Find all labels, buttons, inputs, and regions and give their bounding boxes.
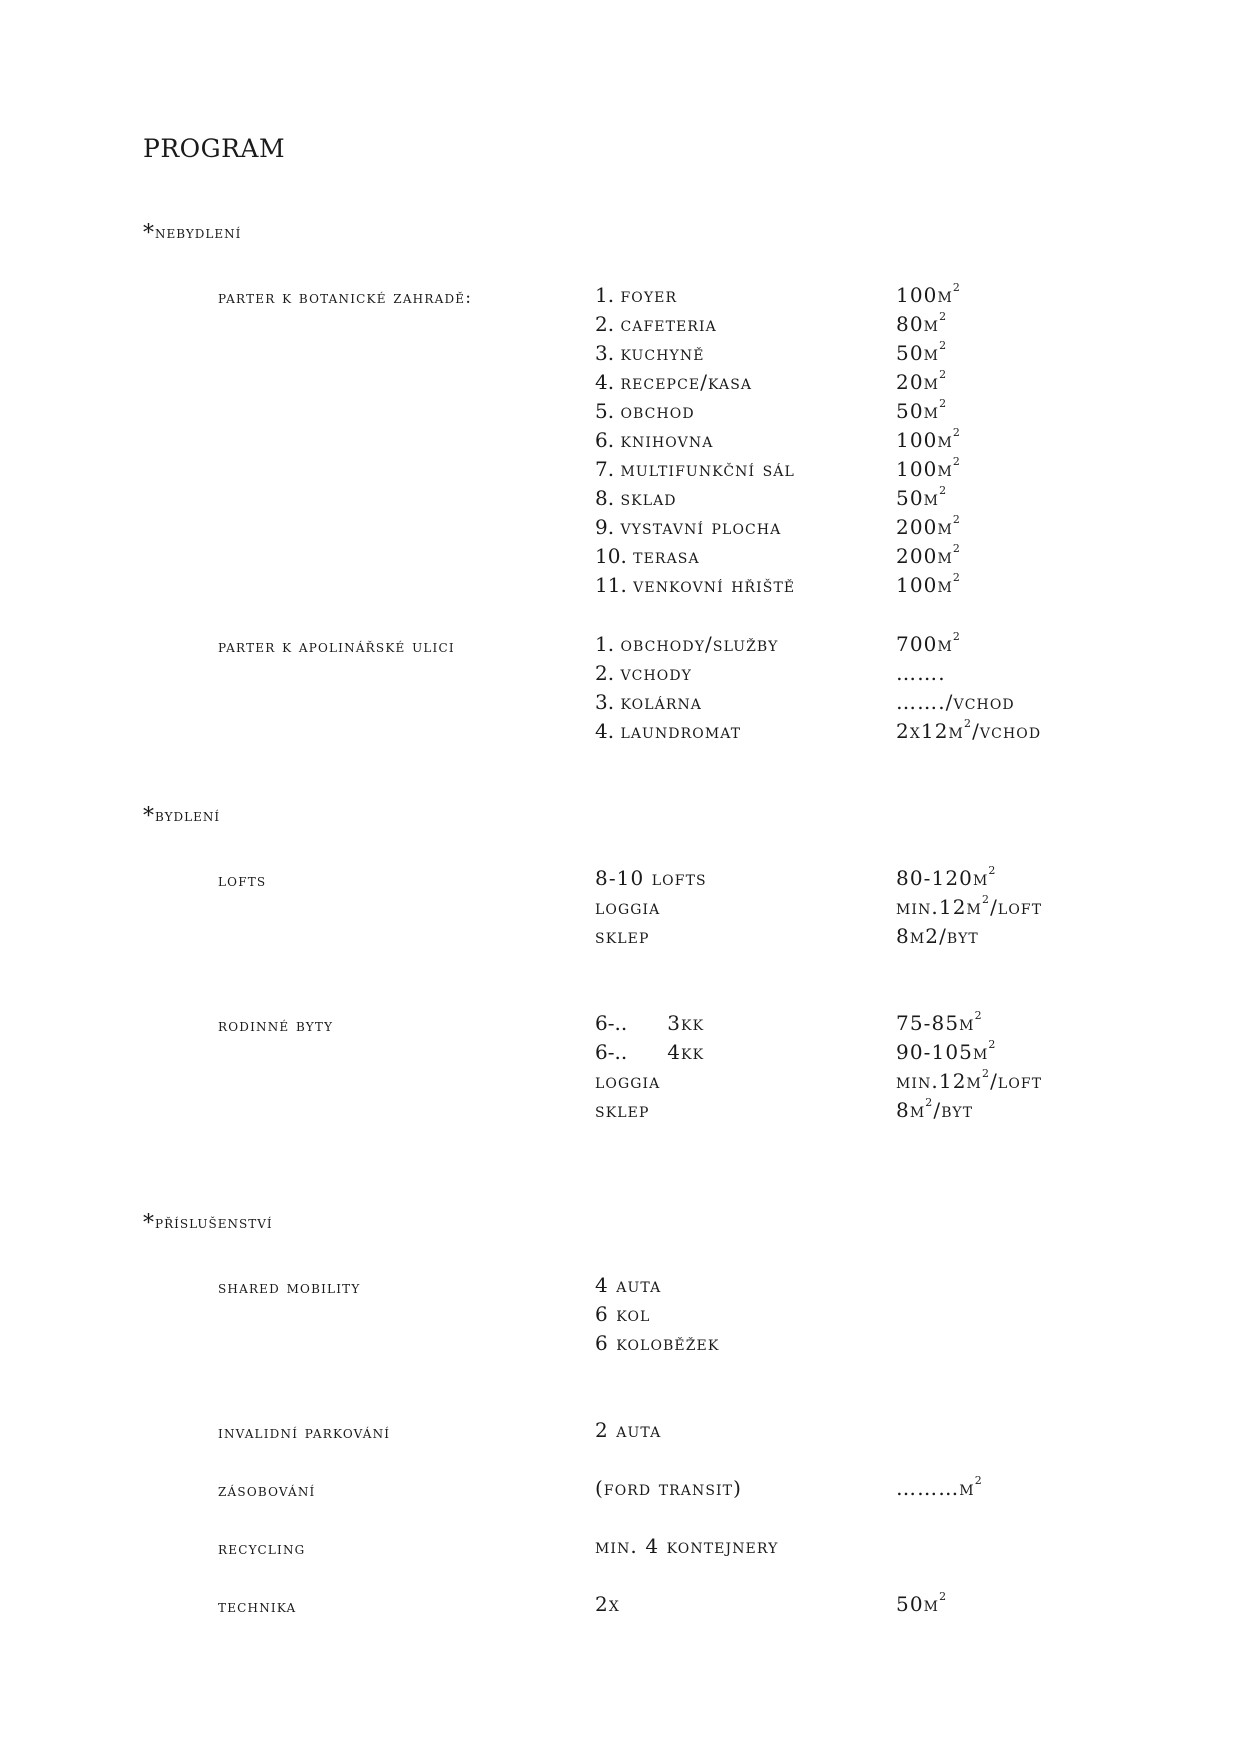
item-name xyxy=(595,1069,660,1093)
list-item xyxy=(0,1592,1240,1621)
item-label: 8-10 lofts xyxy=(595,866,707,890)
item-number: 11. xyxy=(595,573,627,597)
item-name: min. 4 kontejnery xyxy=(595,1534,779,1558)
list-item xyxy=(0,1302,1240,1331)
group-label-zasobovani: zásobování xyxy=(218,1481,316,1501)
item-label: knihovna xyxy=(620,428,714,452)
item-name xyxy=(595,312,717,336)
item-area: $200m^2$ xyxy=(896,513,962,539)
item-number: 1. xyxy=(595,283,615,307)
page-title: PROGRAM xyxy=(143,134,286,163)
list-item xyxy=(0,924,1240,953)
item-area: $100m^2$ xyxy=(896,281,962,307)
item-name xyxy=(595,690,702,714)
item-label: obchod xyxy=(620,399,695,423)
item-name xyxy=(595,1098,650,1122)
group-label-rodinne: rodinné byty xyxy=(218,1016,334,1036)
list-item xyxy=(0,1331,1240,1360)
item-label: 3kk xyxy=(667,1011,705,1035)
item-area: $20m^2$ xyxy=(896,368,948,394)
item-area: $75-85m^2$ xyxy=(896,1009,983,1035)
list-item xyxy=(0,1069,1240,1098)
item-name xyxy=(595,428,713,452)
item-label: multifunkční sál xyxy=(620,457,795,481)
item-number: 6-.. xyxy=(595,1011,628,1035)
item-name xyxy=(595,632,778,656)
item-label: sklad xyxy=(620,486,677,510)
group-label-mobility: shared mobility xyxy=(218,1278,361,1298)
item-name xyxy=(595,457,795,481)
list-item xyxy=(0,895,1240,924)
item-label: sklep xyxy=(595,1098,650,1122)
item-area: $80m^2$ xyxy=(896,310,948,336)
group-label-apolinarska: parter k apolinářské ulici xyxy=(218,637,455,657)
item-area: $100m^2$ xyxy=(896,571,962,597)
list-item xyxy=(0,399,1240,428)
list-item xyxy=(0,1011,1240,1040)
section-bydleni: *bydlení xyxy=(143,804,221,829)
item-number: 9. xyxy=(595,515,615,539)
item-name xyxy=(595,341,705,365)
item-area: ……./vchod xyxy=(896,690,1015,714)
item-name xyxy=(595,399,695,423)
list-item xyxy=(0,341,1240,370)
item-label: 4 auta xyxy=(595,1273,662,1297)
item-name xyxy=(595,719,741,743)
item-area: 8m2/byt xyxy=(896,924,979,948)
group-label-technika: technika xyxy=(218,1597,297,1617)
item-name: (ford transit) xyxy=(595,1476,743,1500)
item-area: $\min.12m^2$/loft xyxy=(896,893,1043,919)
item-number: 5. xyxy=(595,399,615,423)
list-item xyxy=(0,544,1240,573)
list-item xyxy=(0,370,1240,399)
item-name xyxy=(595,486,677,510)
item-area: $\dots\dots\dots m^2$ xyxy=(896,1474,983,1500)
list-item xyxy=(0,312,1240,341)
item-name: 2x xyxy=(595,1592,620,1616)
item-name xyxy=(595,1011,704,1035)
list-item xyxy=(0,1098,1240,1127)
list-item xyxy=(0,866,1240,895)
item-name xyxy=(595,661,692,685)
item-number: 6. xyxy=(595,428,615,452)
item-name xyxy=(595,895,660,919)
list-item xyxy=(0,457,1240,486)
item-name xyxy=(595,370,752,394)
item-area: $\min.12m^2$/loft xyxy=(896,1067,1043,1093)
item-label: kolárna xyxy=(620,690,703,714)
item-name xyxy=(595,515,781,539)
item-area: $50m^2$ xyxy=(896,339,948,365)
item-number: 2. xyxy=(595,312,615,336)
item-number: 10. xyxy=(595,544,627,568)
list-item xyxy=(0,1534,1240,1563)
item-label: sklep xyxy=(595,924,650,948)
list-item xyxy=(0,1273,1240,1302)
item-name xyxy=(595,544,700,568)
item-label: recepce/kasa xyxy=(620,370,753,394)
item-number: 3. xyxy=(595,690,615,714)
item-number: 8. xyxy=(595,486,615,510)
item-name xyxy=(595,1273,661,1297)
item-area: $8m^2$/byt xyxy=(896,1096,974,1122)
item-number: 3. xyxy=(595,341,615,365)
item-area: $200m^2$ xyxy=(896,542,962,568)
group-label-botanicka: parter k botanické zahradě: xyxy=(218,288,473,308)
item-number: 6-.. xyxy=(595,1040,628,1064)
item-label: venkovní hřiště xyxy=(633,573,796,597)
item-area: $90-105m^2$ xyxy=(896,1038,997,1064)
item-area: $700m^2$ xyxy=(896,630,962,656)
list-item xyxy=(0,632,1240,661)
item-label: laundromat xyxy=(620,719,742,743)
list-item xyxy=(0,515,1240,544)
item-label: cafeteria xyxy=(620,312,717,336)
group-label-recycling: recycling xyxy=(218,1539,306,1559)
list-item xyxy=(0,1476,1240,1505)
list-item xyxy=(0,1040,1240,1069)
item-area: $2x12m^2$/vchod xyxy=(896,717,1042,743)
list-item xyxy=(0,690,1240,719)
list-item xyxy=(0,283,1240,312)
item-number: 4. xyxy=(595,719,615,743)
item-name xyxy=(595,1302,650,1326)
item-label: vchody xyxy=(620,661,693,685)
section-nebydleni: *nebydlení xyxy=(143,221,242,246)
list-item xyxy=(0,661,1240,690)
item-label: loggia xyxy=(595,1069,661,1093)
item-area: $50m^2$ xyxy=(896,1590,948,1616)
item-label: 6 koloběžek xyxy=(595,1331,720,1355)
item-area: $80-120m^2$ xyxy=(896,864,997,890)
item-name xyxy=(595,924,650,948)
list-item xyxy=(0,573,1240,602)
item-area: $50m^2$ xyxy=(896,484,948,510)
list-item xyxy=(0,428,1240,457)
item-label: terasa xyxy=(633,544,700,568)
item-name xyxy=(595,573,795,597)
item-label: kuchyně xyxy=(620,341,705,365)
item-number: 4. xyxy=(595,370,615,394)
item-label: 4kk xyxy=(667,1040,705,1064)
item-number: 2. xyxy=(595,661,615,685)
list-item xyxy=(0,486,1240,515)
item-label: obchody/služby xyxy=(620,632,779,656)
item-label: vystavní plocha xyxy=(620,515,782,539)
item-number: 1. xyxy=(595,632,615,656)
list-item xyxy=(0,1418,1240,1447)
item-label: 6 kol xyxy=(595,1302,651,1326)
item-area: $100m^2$ xyxy=(896,426,962,452)
section-prislusenstvi: *příslušenství xyxy=(143,1211,273,1236)
item-area: $100m^2$ xyxy=(896,455,962,481)
item-name xyxy=(595,283,677,307)
group-label-invalidni: invalidní parkování xyxy=(218,1423,391,1443)
item-name xyxy=(595,1331,719,1355)
item-number: 7. xyxy=(595,457,615,481)
item-area: $50m^2$ xyxy=(896,397,948,423)
item-name xyxy=(595,866,707,890)
item-area: ……. xyxy=(896,661,946,685)
item-name: 2 auta xyxy=(595,1418,662,1442)
list-item xyxy=(0,719,1240,748)
item-label: foyer xyxy=(620,283,678,307)
item-name xyxy=(595,1040,704,1064)
item-label: loggia xyxy=(595,895,661,919)
group-label-lofts: lofts xyxy=(218,871,267,891)
